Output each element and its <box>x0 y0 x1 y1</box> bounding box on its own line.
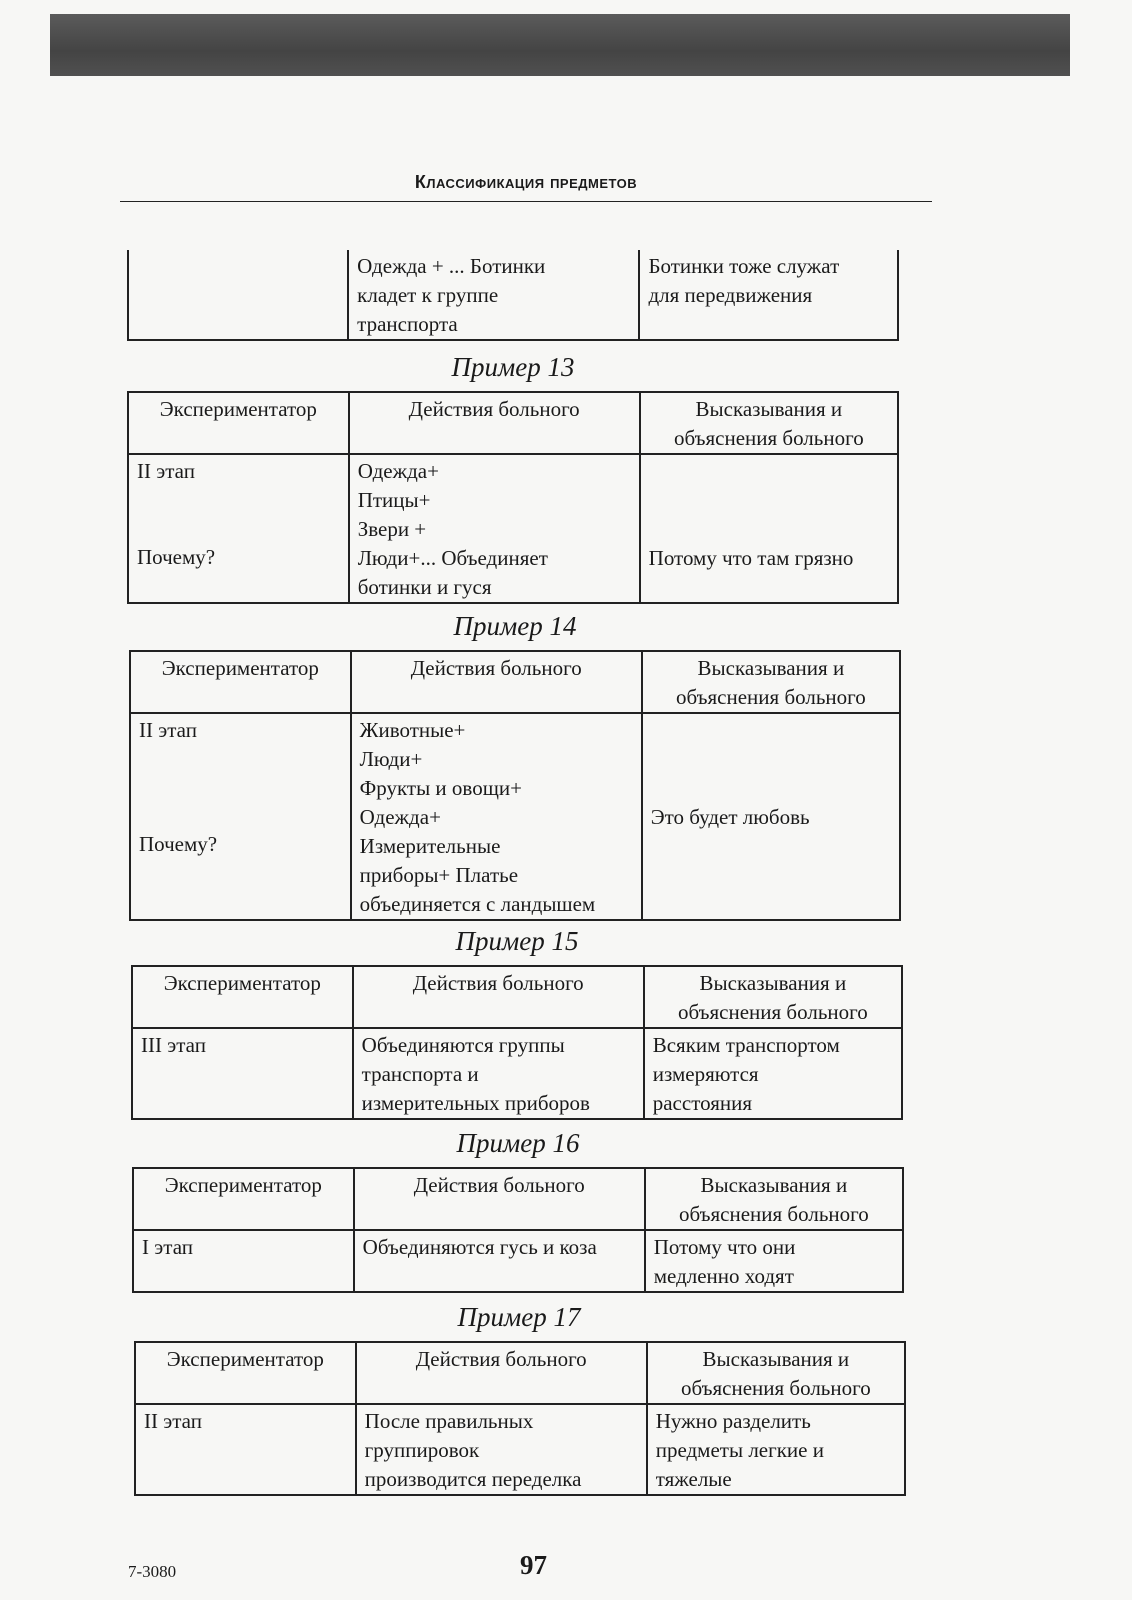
text-line: Это будет любовь <box>650 805 810 829</box>
stage-label: II этап <box>139 718 197 742</box>
example-16-caption: Пример 16 <box>456 1128 580 1158</box>
text-line: Объединяются группы <box>361 1033 565 1057</box>
text-line: Высказывания и <box>699 971 847 995</box>
col-header-patient-statements <box>644 966 902 1028</box>
statement-text <box>649 544 891 573</box>
text-line: объяснения больного <box>676 685 866 709</box>
col-header-experimenter <box>132 966 353 1028</box>
running-header: Классификация предметов <box>414 172 638 192</box>
patient-action-cell <box>349 454 640 603</box>
col-header-patient-actions <box>353 966 644 1028</box>
text-line: Нужно разделить <box>655 1409 811 1433</box>
experimenter-cell <box>130 713 351 920</box>
col-header-patient-statements <box>645 1168 903 1230</box>
col-header-experimenter <box>128 392 349 454</box>
text-line: Люди+... Объединяет <box>357 546 548 570</box>
text-line: Экспериментатор <box>164 1173 322 1197</box>
stage-label: I этап <box>142 1235 193 1259</box>
experimenter-cell <box>135 1404 356 1495</box>
example-14-table <box>129 650 901 921</box>
text-line: группировок <box>364 1438 480 1462</box>
text-line: объяснения больного <box>673 426 864 450</box>
text-line: производится переделка <box>364 1467 582 1491</box>
text-line: расстояния <box>652 1091 752 1115</box>
header-rule <box>120 201 932 202</box>
text-line: Объединяются гусь и коза <box>362 1235 597 1259</box>
patient-statement-cell <box>640 454 898 603</box>
table-row <box>128 454 898 603</box>
table-header-row <box>135 1342 905 1404</box>
text-line: измеряются <box>652 1062 759 1086</box>
top-dark-band <box>50 14 1070 76</box>
text-line: Действия больного <box>415 1347 587 1371</box>
text-line: Экспериментатор <box>166 1347 324 1371</box>
col-header-experimenter <box>130 651 351 713</box>
col-header-patient-actions <box>351 651 642 713</box>
text-line: Экспериментатор <box>159 397 317 421</box>
table-row <box>132 1028 902 1119</box>
print-code: 7-3080 <box>128 1562 177 1581</box>
col-header-patient-actions <box>354 1168 645 1230</box>
text-line: объединяется с ландышем <box>359 892 596 916</box>
text-line: тяжелые <box>655 1467 732 1491</box>
table-row <box>130 713 900 920</box>
text-line: приборы+ Платье <box>359 863 519 887</box>
col-header-experimenter <box>135 1342 356 1404</box>
col-header-patient-statements <box>647 1342 905 1404</box>
example-17-caption: Пример 17 <box>457 1302 581 1332</box>
text-line: Измерительные <box>359 834 501 858</box>
example-16-table <box>132 1167 904 1293</box>
text-line: Одежда+ <box>359 805 441 829</box>
text-line: Высказывания и <box>697 656 845 680</box>
text-line: Всяким транспортом <box>652 1033 840 1057</box>
text-line: транспорта и <box>361 1062 479 1086</box>
question-label: Почему? <box>139 832 218 856</box>
example-15-caption: Пример 15 <box>455 926 579 956</box>
text-line: Люди+ <box>359 747 423 771</box>
text-line: Потому что они <box>653 1235 796 1259</box>
text-line: Птицы+ <box>357 488 431 512</box>
patient-action-cell <box>356 1404 647 1495</box>
col-header-patient-statements <box>640 392 898 454</box>
text-line: объяснения больного <box>680 1376 871 1400</box>
example-17-table <box>134 1341 906 1496</box>
patient-statement-cell <box>639 250 898 340</box>
text-line: Ботинки тоже служат <box>648 254 840 278</box>
text-line: Одежда+ <box>357 459 439 483</box>
table-row <box>135 1404 905 1495</box>
stage-label: III этап <box>141 1033 206 1057</box>
text-line: медленно ходят <box>653 1264 794 1288</box>
patient-action-cell <box>354 1230 645 1292</box>
example-15-table <box>131 965 903 1120</box>
text-line: Действия больного <box>410 656 582 680</box>
patient-action-cell <box>353 1028 644 1119</box>
example-13-table <box>127 391 899 604</box>
example-13-caption: Пример 13 <box>451 352 575 382</box>
text-line: Экспериментатор <box>163 971 321 995</box>
patient-action-cell <box>351 713 642 920</box>
text-line: После правильных <box>364 1409 534 1433</box>
text-line: измерительных приборов <box>361 1091 590 1115</box>
table-row <box>128 250 898 340</box>
experimenter-cell <box>133 1230 354 1292</box>
text-line: Действия больного <box>412 971 584 995</box>
text-line: Экспериментатор <box>161 656 319 680</box>
experimenter-cell <box>128 454 349 603</box>
text-line: Высказывания и <box>695 397 843 421</box>
table-header-row <box>133 1168 903 1230</box>
patient-statement-cell <box>642 713 900 920</box>
text-line: Одежда + ... Ботинки <box>357 254 546 278</box>
patient-action-cell <box>348 250 639 340</box>
text-line: для передвижения <box>648 283 813 307</box>
col-header-patient-statements <box>642 651 900 713</box>
example-14-caption: Пример 14 <box>453 611 577 641</box>
stage-label: II этап <box>137 459 195 483</box>
text-line: Высказывания и <box>702 1347 850 1371</box>
experimenter-cell <box>128 250 348 340</box>
table-header-row <box>132 966 902 1028</box>
text-line: Высказывания и <box>700 1173 848 1197</box>
table-row <box>133 1230 903 1292</box>
text-line: Звери + <box>357 517 427 541</box>
stage-label: II этап <box>144 1409 202 1433</box>
text-line: ботинки и гуся <box>357 575 492 599</box>
text-line: Животные+ <box>359 718 466 742</box>
table-header-row <box>130 651 900 713</box>
experimenter-cell <box>132 1028 353 1119</box>
text-line: предметы легкие и <box>655 1438 824 1462</box>
patient-statement-cell <box>647 1404 905 1495</box>
text-line: кладет к группе <box>357 283 499 307</box>
text-line: транспорта <box>357 312 458 336</box>
text-line: объяснения больного <box>677 1000 868 1024</box>
statement-text <box>651 803 893 832</box>
question-label: Почему? <box>137 545 216 569</box>
col-header-patient-actions <box>349 392 640 454</box>
text-line: Действия больного <box>408 397 580 421</box>
page-number: 97 <box>520 1550 547 1580</box>
text-line: Фрукты и овощи+ <box>359 776 522 800</box>
patient-statement-cell <box>644 1028 902 1119</box>
continuation-table <box>127 250 899 341</box>
patient-statement-cell <box>645 1230 903 1292</box>
col-header-patient-actions <box>356 1342 647 1404</box>
text-line: Потому что там грязно <box>648 546 854 570</box>
text-line: объяснения больного <box>678 1202 869 1226</box>
text-line: Действия больного <box>413 1173 585 1197</box>
col-header-experimenter <box>133 1168 354 1230</box>
table-header-row <box>128 392 898 454</box>
